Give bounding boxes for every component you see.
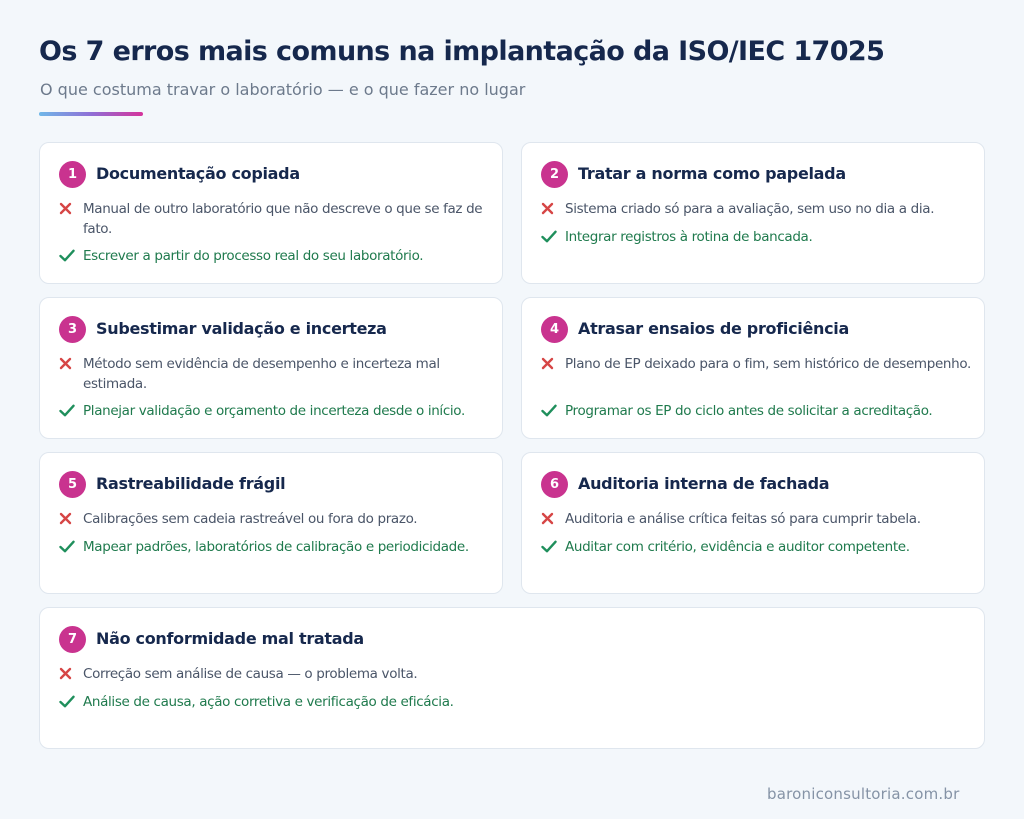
- problem-row: [541, 199, 972, 219]
- card-title: Subestimar validação e incerteza: [96, 319, 387, 338]
- page-title: Os 7 erros mais comuns na implantação da ISO/IEC 17025: [39, 36, 885, 67]
- checkmark-icon: [59, 246, 83, 264]
- solution-text: Planejar validação e orçamento de incerteza desde o início.: [83, 403, 465, 419]
- problem-text: Sistema criado só para a avaliação, sem uso no dia a dia.: [565, 201, 935, 217]
- card-title: Atrasar ensaios de proficiência: [578, 319, 849, 338]
- page-subtitle: O que costuma travar o laboratório — e o que fazer no lugar: [40, 80, 526, 99]
- solution-text: Integrar registros à rotina de bancada.: [565, 229, 813, 245]
- card-title: Documentação copiada: [96, 164, 300, 183]
- checkmark-icon: [59, 537, 83, 555]
- problem-text: Correção sem análise de causa — o problema volta.: [83, 666, 418, 682]
- error-card-7: [39, 607, 985, 749]
- problem-text: Plano de EP deixado para o fim, sem histórico de desempenho.: [565, 356, 971, 372]
- checkmark-icon: [541, 537, 565, 555]
- card-title: Rastreabilidade frágil: [96, 474, 286, 493]
- problem-row: [59, 664, 972, 684]
- solution-row: [59, 692, 972, 712]
- card-number-badge: 6: [541, 471, 568, 498]
- card-title: Não conformidade mal tratada: [96, 629, 364, 648]
- checkmark-icon: [541, 227, 565, 245]
- solution-row: [541, 227, 972, 247]
- problem-row: [59, 354, 490, 394]
- card-number-badge: 7: [59, 626, 86, 653]
- error-card-3: [39, 297, 503, 439]
- x-icon: [59, 509, 83, 527]
- solution-row: [59, 401, 490, 421]
- x-icon: [59, 664, 83, 682]
- card-number-badge: 3: [59, 316, 86, 343]
- solution-text: Auditar com critério, evidência e auditor competente.: [565, 539, 910, 555]
- problem-row: [59, 509, 490, 529]
- solution-text: Escrever a partir do processo real do seu laboratório.: [83, 248, 424, 264]
- solution-text: Análise de causa, ação corretiva e verificação de eficácia.: [83, 694, 454, 710]
- card-number-badge: 1: [59, 161, 86, 188]
- checkmark-icon: [59, 401, 83, 419]
- solution-text: Programar os EP do ciclo antes de solicitar a acreditação.: [565, 403, 933, 419]
- x-icon: [59, 199, 83, 217]
- x-icon: [541, 509, 565, 527]
- solution-row: [541, 401, 972, 421]
- problem-text: Calibrações sem cadeia rastreável ou fora do prazo.: [83, 511, 418, 527]
- x-icon: [541, 354, 565, 372]
- card-number-badge: 4: [541, 316, 568, 343]
- problem-text: Método sem evidência de desempenho e incerteza mal estimada.: [83, 356, 440, 392]
- title-accent-line: [39, 112, 143, 116]
- solution-text: Mapear padrões, laboratórios de calibração e periodicidade.: [83, 539, 469, 555]
- error-card-1: [39, 142, 503, 284]
- checkmark-icon: [59, 692, 83, 710]
- solution-row: [59, 537, 490, 557]
- problem-row: [541, 354, 972, 374]
- problem-text: Auditoria e análise crítica feitas só para cumprir tabela.: [565, 511, 921, 527]
- error-card-5: [39, 452, 503, 594]
- x-icon: [541, 199, 565, 217]
- card-title: Auditoria interna de fachada: [578, 474, 830, 493]
- x-icon: [59, 354, 83, 372]
- solution-row: [541, 537, 972, 557]
- card-number-badge: 2: [541, 161, 568, 188]
- problem-row: [59, 199, 490, 239]
- error-card-4: [521, 297, 985, 439]
- card-number-badge: 5: [59, 471, 86, 498]
- problem-row: [541, 509, 972, 529]
- checkmark-icon: [541, 401, 565, 419]
- card-title: Tratar a norma como papelada: [578, 164, 846, 183]
- footer-website: baroniconsultoria.com.br: [767, 785, 960, 803]
- error-card-6: [521, 452, 985, 594]
- solution-row: [59, 246, 490, 266]
- problem-text: Manual de outro laboratório que não descreve o que se faz de fato.: [83, 201, 483, 237]
- error-card-2: [521, 142, 985, 284]
